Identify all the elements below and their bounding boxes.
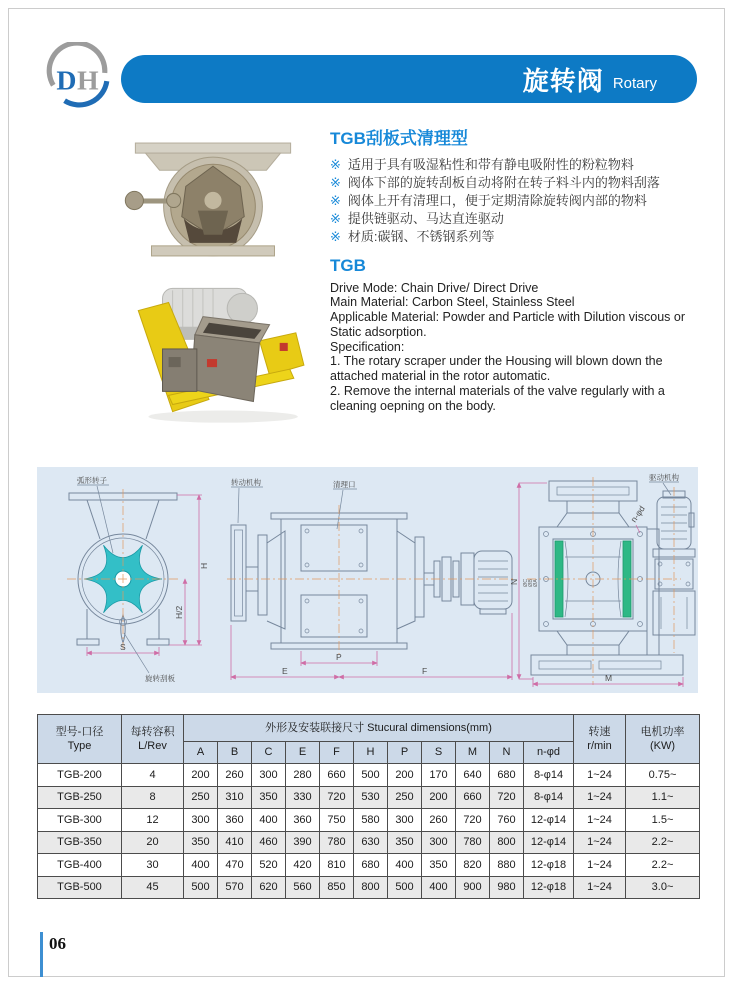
photo2-hopper-body [191, 335, 260, 402]
table-cell: 0.75~ [626, 764, 700, 787]
photo1-base-flange [152, 246, 275, 256]
table-cell: 1.5~ [626, 809, 700, 832]
col-header-dim: A [184, 742, 218, 764]
table-cell: 12-φ14 [524, 809, 574, 832]
spec-line: Drive Mode: Chain Drive/ Direct Drive [330, 280, 539, 295]
table-cell: 660 [456, 786, 490, 809]
table-cell: 350 [422, 854, 456, 877]
table-cell: 30 [122, 854, 184, 877]
bullet-symbol: ※ [330, 157, 341, 172]
col-header-dim: N [490, 742, 524, 764]
photo1-top-flange [135, 143, 290, 153]
bullet-text: 提供链驱动、马达直连驱动 [347, 210, 504, 226]
table-cell: 3.0~ [626, 876, 700, 899]
bullet-text: 阀体上开有清理口，便于定期清除旋转阀内部的物料 [347, 192, 647, 208]
table-cell: 500 [184, 876, 218, 899]
scraper-label: 旋转刮板 [145, 674, 175, 683]
side-view-drawing [227, 477, 514, 680]
table-cell: 300 [252, 764, 286, 787]
feature-bullet [330, 192, 702, 210]
spec-table [37, 714, 700, 899]
spec-line: 1. The rotary scraper under the Housing will blown down the attached material in the rotor automatic. [330, 354, 663, 384]
photo1-handle-knob [125, 191, 143, 209]
photo2-red-label [207, 359, 217, 367]
table-cell: 200 [184, 764, 218, 787]
table-row [38, 764, 700, 787]
lower-cover [301, 595, 367, 637]
table-cell: 820 [456, 854, 490, 877]
motor-drive-label: 驱动机构 [649, 473, 679, 482]
page-footer [40, 932, 66, 977]
table-cell: 1~24 [574, 876, 626, 899]
dia-a-label: ØA [533, 579, 539, 587]
table-cell: 400 [388, 854, 422, 877]
photo2-motor-cap [227, 293, 257, 323]
table-cell: 260 [218, 764, 252, 787]
table-cell: 12-φ18 [524, 876, 574, 899]
table-cell: 170 [422, 764, 456, 787]
table-cell: 780 [456, 831, 490, 854]
table-cell: 350 [184, 831, 218, 854]
footer-accent-bar [40, 932, 43, 977]
table-cell: 780 [320, 831, 354, 854]
col-header-power: 电机功率 (KW) [626, 715, 700, 764]
table-cell: 280 [286, 764, 320, 787]
product-photo-valve-with-motor [110, 282, 312, 426]
spec-line: Applicable Material: Powder and Particle with Dilution viscous or Static adsorption. [330, 310, 686, 339]
table-cell: 1~24 [574, 809, 626, 832]
table-cell: 660 [320, 764, 354, 787]
col-header-dimensions-group: 外形及安装联接尺寸 Stucural dimensions(mm) [184, 715, 574, 742]
logo-letter-h: H [76, 65, 99, 97]
table-cell: 350 [388, 831, 422, 854]
table-cell: 2.2~ [626, 831, 700, 854]
table-row [38, 786, 700, 809]
spec-line-list [330, 281, 702, 414]
table-cell: 410 [218, 831, 252, 854]
table-cell: 800 [490, 831, 524, 854]
front-view-drawing [67, 475, 209, 683]
section-banner [121, 55, 697, 103]
rotor-label: 弧形转子 [77, 476, 107, 485]
table-cell: 12 [122, 809, 184, 832]
spec-table-section [37, 714, 699, 899]
table-cell: 630 [354, 831, 388, 854]
table-cell: 1~24 [574, 854, 626, 877]
photo2-gearbox-detail [169, 357, 181, 367]
col-header-dim: C [252, 742, 286, 764]
table-cell: 800 [354, 876, 388, 899]
dia-c-label: ØC [523, 578, 529, 587]
intro-title-en: TGB [330, 255, 366, 275]
col-header-dim: H [354, 742, 388, 764]
photo2-red-label2 [280, 343, 288, 351]
table-cell: 360 [218, 809, 252, 832]
table-cell: 580 [354, 809, 388, 832]
table-cell: 20 [122, 831, 184, 854]
feature-bullet-list [330, 156, 702, 246]
table-cell: 560 [286, 876, 320, 899]
table-cell: 8-φ14 [524, 764, 574, 787]
col-header-dim: E [286, 742, 320, 764]
table-cell: 720 [456, 809, 490, 832]
banner-title-en: Rotary [612, 74, 657, 92]
table-cell: TGB-500 [38, 876, 122, 899]
table-cell: TGB-400 [38, 854, 122, 877]
photo2-gearbox [163, 349, 197, 391]
col-header-dim: S [422, 742, 456, 764]
table-cell: 400 [184, 854, 218, 877]
product-photo-valve-body [116, 138, 310, 264]
table-cell: 400 [252, 809, 286, 832]
table-cell: 8-φ14 [524, 786, 574, 809]
drive-mechanism-label: 转动机构 [231, 478, 261, 487]
photo1-hub [204, 191, 222, 209]
dia-b-label: ØB [528, 579, 534, 587]
table-cell: 310 [218, 786, 252, 809]
table-row [38, 831, 700, 854]
table-cell: 500 [354, 764, 388, 787]
dim-s-label: S [120, 642, 126, 652]
table-cell: 1.1~ [626, 786, 700, 809]
table-cell: 390 [286, 831, 320, 854]
table-cell: 720 [320, 786, 354, 809]
table-cell: 12-φ14 [524, 831, 574, 854]
table-cell: 2.2~ [626, 854, 700, 877]
table-cell: 250 [388, 786, 422, 809]
spec-line: 2. Remove the internal materials of the valve regularly with a cleaning oepning on the body. [330, 383, 665, 413]
spec-line: Specification: [330, 339, 405, 354]
table-cell: TGB-300 [38, 809, 122, 832]
table-cell: 360 [286, 809, 320, 832]
col-header-dim: B [218, 742, 252, 764]
col-header-volume: 每转容积 L/Rev [122, 715, 184, 764]
table-cell: 500 [388, 876, 422, 899]
table-cell: 760 [490, 809, 524, 832]
intro-title-zh: TGB刮板式清理型 [330, 129, 468, 148]
table-cell: 980 [490, 876, 524, 899]
table-row [38, 809, 700, 832]
col-header-dim: F [320, 742, 354, 764]
page-number: 06 [49, 934, 66, 953]
base-plate [531, 655, 683, 675]
bullet-symbol: ※ [330, 174, 341, 190]
dim-p-label: P [336, 652, 342, 662]
dim-m-label: M [605, 673, 613, 683]
col-header-type: 型号-口径 Type [38, 715, 122, 764]
table-cell: 350 [252, 786, 286, 809]
bolt-callout: n-φd [628, 503, 647, 525]
feature-bullet [330, 228, 702, 246]
table-cell: 400 [422, 876, 456, 899]
table-cell: 1~24 [574, 831, 626, 854]
table-cell: 4 [122, 764, 184, 787]
table-cell: 570 [218, 876, 252, 899]
bullet-text: 材质:碳钢、不锈钢系列等 [347, 228, 495, 244]
technical-drawing-panel [37, 467, 698, 693]
table-cell: 200 [388, 764, 422, 787]
feature-bullet [330, 210, 702, 228]
dim-h2-label: H/2 [174, 605, 184, 619]
table-cell: 750 [320, 809, 354, 832]
table-cell: 330 [286, 786, 320, 809]
table-cell: 1~24 [574, 764, 626, 787]
upper-cover [301, 525, 367, 571]
table-cell: 470 [218, 854, 252, 877]
col-header-dim: M [456, 742, 490, 764]
end-view-drawing [509, 472, 695, 687]
photo2-shadow [148, 411, 297, 423]
table-cell: 250 [184, 786, 218, 809]
bullet-symbol: ※ [330, 192, 341, 208]
banner-title-zh: 旋转阀 [522, 65, 604, 96]
table-cell: TGB-250 [38, 786, 122, 809]
table-cell: 420 [286, 854, 320, 877]
table-cell: 680 [490, 764, 524, 787]
bullet-text: 适用于具有吸湿粘性和带有静电吸附性的粉粒物料 [347, 157, 634, 172]
table-cell: 12-φ18 [524, 854, 574, 877]
table-cell: 810 [320, 854, 354, 877]
table-cell: 620 [252, 876, 286, 899]
dim-e-label: E [282, 666, 288, 676]
logo-letter-d: D [56, 65, 77, 97]
table-cell: 460 [252, 831, 286, 854]
table-cell: 900 [456, 876, 490, 899]
table-cell: 850 [320, 876, 354, 899]
photo2-yellow-guard-right [259, 333, 303, 375]
table-cell: 880 [490, 854, 524, 877]
table-cell: TGB-200 [38, 764, 122, 787]
table-row [38, 876, 700, 899]
dh-logo [44, 42, 114, 112]
bullet-text: 阀体下部的旋转刮板自动将附在转子料斗内的物料刮落 [347, 174, 660, 190]
col-header-speed: 转速 r/min [574, 715, 626, 764]
spec-line: Main Material: Carbon Steel, Stainless Steel [330, 295, 575, 310]
table-cell: 200 [422, 786, 456, 809]
col-header-dim: P [388, 742, 422, 764]
dim-n-label: N [509, 578, 519, 585]
technical-drawings [37, 467, 698, 693]
table-cell: 530 [354, 786, 388, 809]
bullet-symbol: ※ [330, 228, 341, 244]
cleaning-port-label: 清理口 [333, 480, 356, 489]
col-header-dim: n-φd [524, 742, 574, 764]
side-motor [474, 551, 512, 609]
table-cell: 300 [388, 809, 422, 832]
table-cell: 8 [122, 786, 184, 809]
bullet-symbol: ※ [330, 210, 341, 226]
table-cell: 300 [184, 809, 218, 832]
table-cell: 520 [252, 854, 286, 877]
table-cell: 260 [422, 809, 456, 832]
table-cell: 680 [354, 854, 388, 877]
feature-bullet [330, 174, 702, 192]
table-cell: 720 [490, 786, 524, 809]
intro-section [330, 124, 702, 413]
table-cell: TGB-350 [38, 831, 122, 854]
table-cell: 300 [422, 831, 456, 854]
table-cell: 640 [456, 764, 490, 787]
dim-h-label: H [199, 562, 209, 569]
feature-bullet [330, 156, 702, 174]
table-cell: 45 [122, 876, 184, 899]
table-cell: 1~24 [574, 786, 626, 809]
dim-f-label: F [422, 666, 428, 676]
table-row [38, 854, 700, 877]
photo1-shaft-end [167, 193, 181, 207]
